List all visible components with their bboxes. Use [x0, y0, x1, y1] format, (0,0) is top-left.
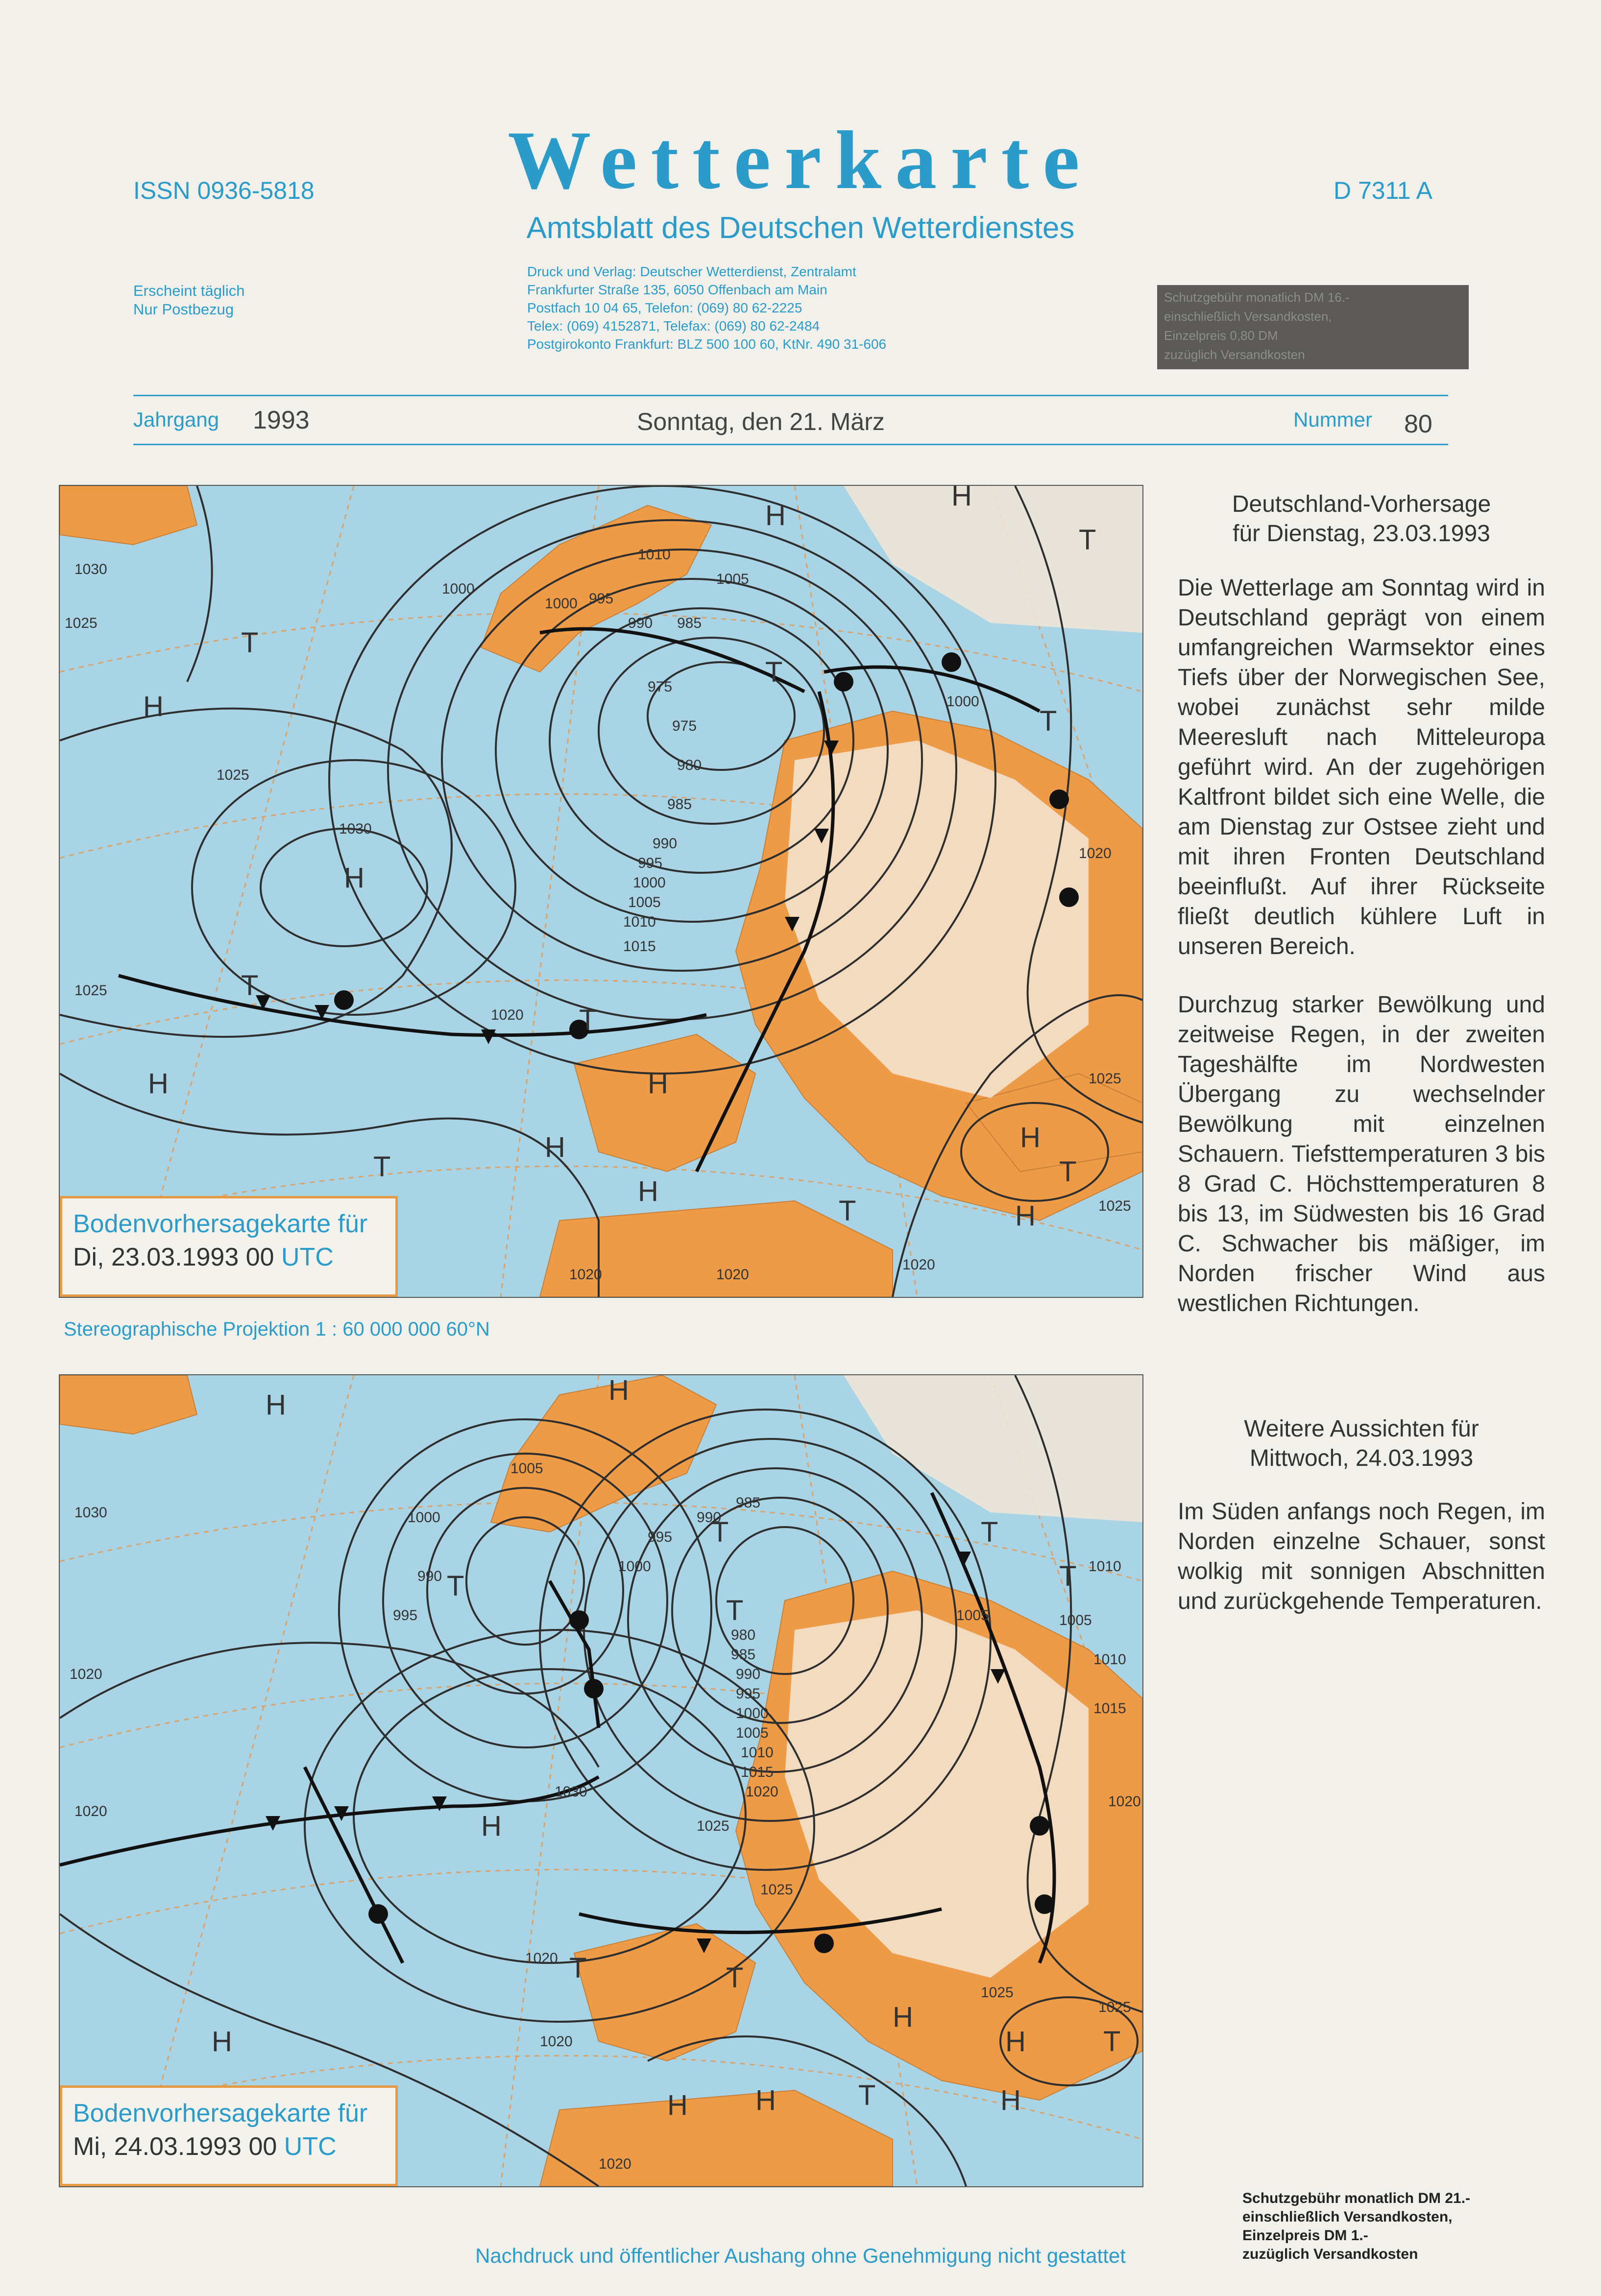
pressure-center: T: [373, 1151, 391, 1183]
isobar-label: 1010: [638, 547, 671, 563]
isobar-label: 1030: [74, 561, 107, 577]
isobar-label: 990: [697, 1509, 722, 1526]
isobar-label: 975: [648, 679, 673, 695]
isobar-label: 1005: [1059, 1612, 1092, 1628]
isobar-label: 1025: [697, 1818, 729, 1834]
forecast-map-tuesday: [59, 485, 1143, 1298]
outlook-heading-line: Weitere Aussichten für: [1244, 1416, 1479, 1442]
pressure-center: T: [1059, 1156, 1077, 1188]
publication-subtitle: Amtsblatt des Deutschen Wetterdienstes: [526, 211, 1075, 245]
isobar-label: 1020: [525, 1950, 558, 1966]
pressure-center: T: [1059, 1560, 1077, 1592]
forecast-paragraph: Durchzug starker Bewölkung und zeitweise Regen, in der zweiten Tageshälfte im Nordwesten Übergang zu wechselnder Bewölkung mit einzelnen Schauern. Tiefsttemperaturen 3 bis 8 Grad C. Höchsttemperaturen 8 bis 13, im Südwesten bis 16 Grad C. Schwacher bis mäßiger, im Norden frischer Wind aus westlichen Richtungen.: [1178, 992, 1545, 1316]
isobar-label: 1020: [746, 1784, 778, 1800]
isobar-label: 1000: [545, 596, 578, 612]
isobar-label: 980: [677, 757, 702, 773]
isobar-label: 1015: [623, 938, 656, 955]
pressure-center: H: [1000, 2084, 1021, 2116]
isobar-label: 995: [393, 1607, 418, 1624]
pressure-center: T: [726, 1595, 744, 1626]
isobar-label: 1010: [1093, 1651, 1126, 1668]
pressure-center: H: [608, 1375, 629, 1406]
delivery-info: [133, 282, 244, 319]
isobar-label: 1020: [902, 1257, 935, 1273]
isobar-label: 1020: [491, 1007, 524, 1023]
map-caption-date: [73, 1241, 385, 1274]
pressure-center: H: [545, 1131, 565, 1163]
isobar-label: 1020: [569, 1267, 602, 1283]
isobar-label: 1025: [981, 1985, 1014, 2001]
isobar-label: 990: [653, 836, 678, 852]
pressure-center: T: [726, 1962, 744, 1994]
publisher-line: Telex: (069) 4152871, Telefax: (069) 80 62-2484: [527, 318, 820, 334]
pressure-center: T: [569, 1952, 587, 1984]
isobar-label: 1025: [760, 1882, 793, 1898]
map-caption-timezone: UTC: [281, 1243, 334, 1271]
map-caption: [60, 1196, 398, 1297]
publisher-line: Postfach 10 04 65, Telefon: (069) 80 62-2225: [527, 300, 802, 315]
isobar-label: 1020: [70, 1666, 102, 1682]
map-caption-datetime: Di, 23.03.1993 00: [73, 1243, 274, 1271]
pressure-center: T: [1079, 524, 1096, 556]
isobar-label: 980: [731, 1627, 756, 1643]
forecast-column: [1178, 490, 1545, 1616]
isobar-label: 1025: [217, 767, 249, 783]
fee-note-line: einschließlich Versandkosten,: [1242, 2209, 1453, 2225]
isobar-label: 1010: [623, 914, 656, 930]
isobar-label: 985: [677, 615, 702, 631]
map-caption: [60, 2085, 398, 2186]
pressure-center: H: [951, 486, 972, 512]
isobar-label: 995: [648, 1529, 673, 1545]
isobar-label: 1030: [74, 1505, 107, 1521]
forecast-map-wednesday: [59, 1374, 1143, 2187]
isobar-label: 1015: [741, 1764, 774, 1780]
pressure-center: H: [755, 2084, 776, 2116]
pressure-center: H: [143, 691, 164, 722]
isobar-label: 1020: [599, 2156, 631, 2172]
map-caption-date: [73, 2130, 385, 2163]
forecast-heading-line: für Dienstag, 23.03.1993: [1233, 521, 1490, 547]
pressure-center: T: [765, 656, 783, 688]
isobar-label: 1005: [510, 1460, 543, 1477]
isobar-label: 1020: [716, 1267, 749, 1283]
forecast-heading-line: Deutschland-Vorhersage: [1232, 491, 1491, 517]
reprint-notice: Nachdruck und öffentlicher Aushang ohne Genehmigung nicht gestattet: [475, 2244, 1126, 2267]
pressure-center: H: [667, 2089, 688, 2121]
map-graphic: [60, 486, 1142, 1297]
map-caption-datetime: Mi, 24.03.1993 00: [73, 2132, 277, 2161]
forecast-paragraph: Die Wetterlage am Sonntag wird in Deutschland geprägt von einem umfangreichen Warmsektor eines Tiefs über der Norwegischen See, wobei zunächst sehr milde Meeresluft nach Mitteleuropa geführt wird. An der zugehörigen Kaltfront bildet sich eine Welle, die am Dienstag zur Ostsee zieht und mit ihren Fronten Deutschland beeinflußt. Auf ihrer Rückseite fließt deutlich kühlere Luft in unseren Bereich.: [1178, 575, 1545, 959]
isobar-label: 1005: [716, 571, 749, 587]
bottom-rule: [133, 444, 1448, 445]
pressure-center: T: [981, 1516, 998, 1548]
publisher-info: [527, 263, 886, 353]
isobar-label: 1000: [946, 694, 979, 710]
pressure-center: H: [148, 1068, 169, 1100]
isobar-label: 1030: [339, 821, 372, 837]
isobar-label: 990: [736, 1666, 761, 1682]
pressure-center: H: [266, 1389, 286, 1421]
fee-note-line: Einzelpreis DM 1.-: [1242, 2227, 1368, 2244]
isobar-label: 1015: [1093, 1700, 1126, 1717]
pressure-center: H: [648, 1068, 668, 1100]
pressure-center: H: [765, 500, 786, 531]
outlook-paragraph: Im Süden anfangs noch Regen, im Norden einzelne Schauer, sonst wolkig mit sonnigen Abschnitten und zurückgehende Temperaturen.: [1178, 1499, 1545, 1614]
pressure-center: T: [579, 1004, 597, 1036]
pressure-center: T: [1103, 2026, 1121, 2057]
fee-line: Einzelpreis 0,80 DM: [1164, 328, 1278, 343]
outlook-heading-line: Mittwoch, 24.03.1993: [1249, 1445, 1474, 1471]
isobar-label: 1005: [956, 1607, 989, 1624]
isobar-label: 1000: [633, 875, 666, 891]
pressure-center: T: [1040, 705, 1057, 737]
pressure-center: H: [481, 1810, 502, 1842]
isobar-label: 990: [628, 615, 653, 631]
isobar-label: 1025: [1098, 1198, 1131, 1214]
isobar-label: 995: [589, 591, 614, 607]
pressure-center: T: [447, 1570, 464, 1602]
outlook-heading: [1178, 1414, 1545, 1473]
pressure-center: T: [858, 2080, 876, 2111]
fee-line: einschließlich Versandkosten,: [1164, 309, 1332, 324]
publisher-line: Postgirokonto Frankfurt: BLZ 500 100 60, KtNr. 490 31-606: [527, 336, 887, 352]
map-caption-title: Bodenvorhersagekarte für: [73, 1210, 368, 1238]
isobar-label: 995: [736, 1686, 761, 1702]
fee-line: zuzüglich Versandkosten: [1164, 347, 1305, 362]
year-value: 1993: [253, 406, 310, 434]
number-label: Nummer: [1293, 408, 1373, 431]
pressure-center: T: [241, 627, 259, 659]
pressure-center: H: [1005, 2026, 1026, 2057]
subscription-line: Nur Postbezug: [133, 301, 234, 318]
isobar-label: 1000: [408, 1509, 440, 1526]
forecast-heading: [1178, 490, 1545, 549]
pressure-center: T: [711, 1516, 729, 1548]
map-caption-timezone: UTC: [284, 2132, 337, 2161]
publication-title: Wetterkarte: [508, 114, 1093, 206]
number-value: 80: [1404, 410, 1432, 438]
year-label: Jahrgang: [133, 408, 219, 431]
pressure-center: H: [1020, 1122, 1041, 1153]
pressure-center: H: [212, 2026, 232, 2057]
frequency-line: Erscheint täglich: [133, 282, 245, 299]
pressure-center: H: [1015, 1200, 1036, 1232]
isobar-label: 1010: [741, 1745, 774, 1761]
publisher-line: Druck und Verlag: Deutscher Wetterdienst, Zentralamt: [527, 264, 856, 279]
isobar-label: 1000: [736, 1705, 769, 1722]
isobar-label: 975: [672, 718, 697, 734]
issue-date: Sonntag, den 21. März: [637, 408, 885, 435]
postal-number: D 7311 A: [1334, 177, 1433, 204]
isobar-label: 985: [667, 796, 692, 813]
fee-box: [1157, 285, 1469, 369]
isobar-label: 1020: [1108, 1794, 1141, 1810]
isobar-label: 1020: [1079, 845, 1112, 861]
isobar-label: 995: [638, 855, 663, 871]
isobar-label: 1000: [618, 1558, 651, 1575]
isobar-label: 985: [731, 1647, 756, 1663]
isobar-label: 1030: [555, 1784, 587, 1800]
isobar-label: 1025: [1098, 1999, 1131, 2015]
isobar-label: 1025: [1089, 1071, 1121, 1087]
publisher-line: Frankfurter Straße 135, 6050 Offenbach am Main: [527, 282, 827, 297]
pressure-center: H: [638, 1175, 658, 1207]
isobar-label: 990: [417, 1568, 442, 1584]
pressure-center: T: [839, 1195, 856, 1227]
isobar-label: 985: [736, 1495, 761, 1511]
fee-line: Schutzgebühr monatlich DM 16.-: [1164, 290, 1350, 305]
isobar-label: 1025: [74, 982, 107, 999]
map-caption-title: Bodenvorhersagekarte für: [73, 2099, 368, 2128]
pressure-center: H: [344, 862, 364, 894]
isobar-label: 1025: [65, 615, 97, 631]
isobar-label: 1000: [442, 581, 475, 597]
projection-note: Stereographische Projektion 1 : 60 000 000 60°N: [64, 1318, 490, 1340]
isobar-label: 1010: [1089, 1558, 1121, 1575]
map-graphic: [60, 1375, 1142, 2186]
pressure-center: H: [893, 2001, 913, 2033]
top-rule: [133, 395, 1448, 396]
isobar-label: 1005: [736, 1725, 769, 1741]
issn-number: ISSN 0936-5818: [133, 177, 315, 204]
isobar-label: 1005: [628, 894, 661, 910]
isobar-label: 1020: [74, 1803, 107, 1819]
isobar-label: 1020: [540, 2033, 573, 2050]
fee-note-line: zuzüglich Versandkosten: [1242, 2246, 1418, 2262]
pressure-center: T: [241, 970, 259, 1002]
fee-note-line: Schutzgebühr monatlich DM 21.-: [1242, 2190, 1471, 2206]
